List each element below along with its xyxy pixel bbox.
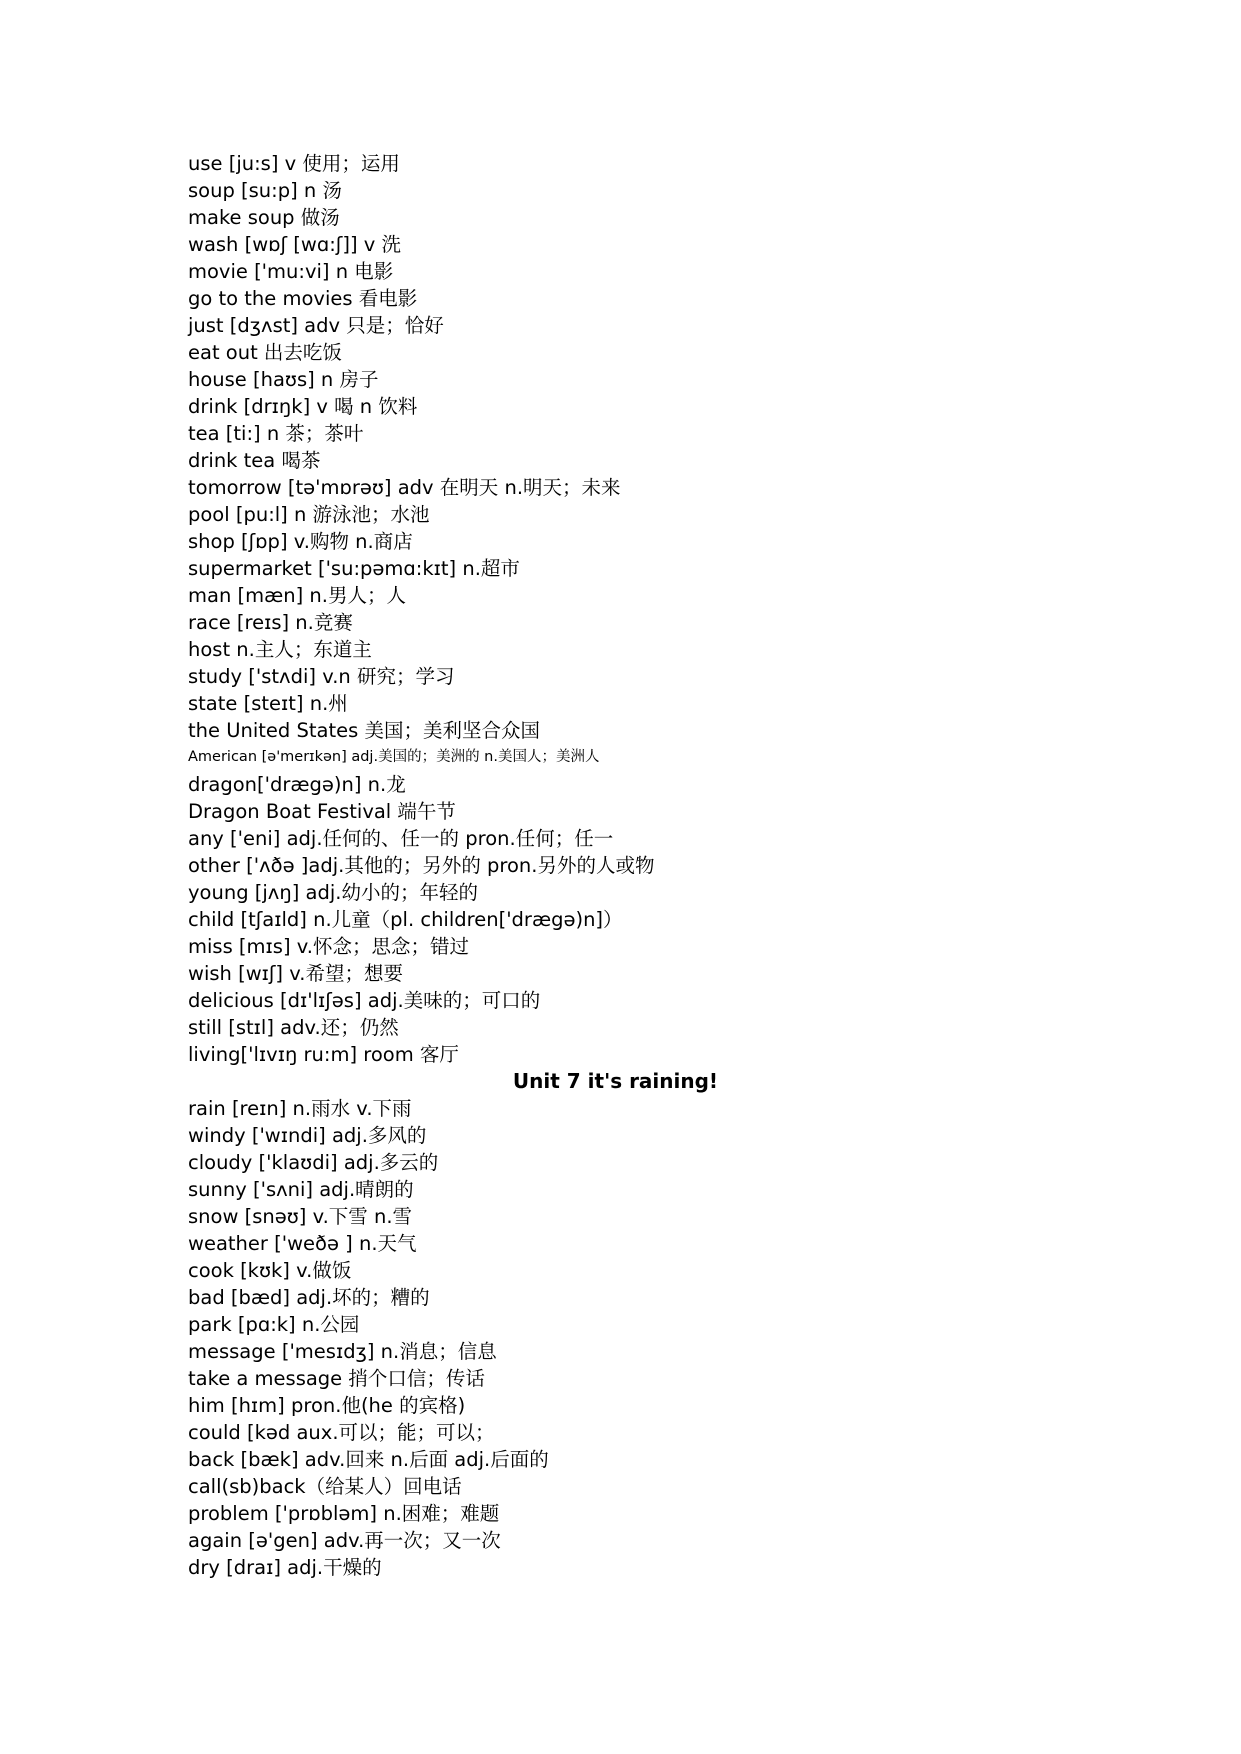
vocab-entry: go to the movies 看电影 [188, 287, 418, 310]
vocab-entry: shop [ʃɒp] v.购物 n.商店 [188, 530, 413, 553]
vocab-entry: message ['mesɪdʒ] n.消息；信息 [188, 1340, 497, 1363]
vocab-entry: could [kəd aux.可以；能；可以； [188, 1421, 495, 1444]
vocab-entry: rain [reɪn] n.雨水 v.下雨 [188, 1097, 412, 1120]
vocab-entry: child [tʃaɪld] n.儿童（pl. children['drægə)n]） [188, 908, 623, 931]
vocab-entry: race [reɪs] n.竞赛 [188, 611, 353, 634]
vocab-entry: tomorrow [tə'mɒrəʊ] adv 在明天 n.明天；未来 [188, 476, 621, 499]
vocab-entry: dry [draɪ] adj.干燥的 [188, 1556, 382, 1579]
vocab-entry: sunny ['sʌni] adj.晴朗的 [188, 1178, 414, 1201]
vocab-entry: living['lɪvɪŋ ru:m] room 客厅 [188, 1043, 459, 1066]
vocab-entry: bad [bæd] adj.坏的；糟的 [188, 1286, 430, 1309]
vocab-entry: man [mæn] n.男人；人 [188, 584, 406, 607]
vocab-entry: make soup 做汤 [188, 206, 340, 229]
vocab-entry: cloudy ['klaʊdi] adj.多云的 [188, 1151, 439, 1174]
vocab-entry: call(sb)back（给某人）回电话 [188, 1475, 462, 1498]
vocab-entry: state [steɪt] n.州 [188, 692, 348, 715]
vocab-entry: delicious [dɪ'lɪʃəs] adj.美味的；可口的 [188, 989, 541, 1012]
vocab-entry: problem ['prɒbləm] n.困难；难题 [188, 1502, 500, 1525]
vocab-entry-small: American [ə'merɪkən] adj.美国的；美洲的 n.美国人；美洲人 [188, 749, 600, 765]
vocab-entry: weather ['weðə ] n.天气 [188, 1232, 417, 1255]
vocab-entry: any ['eni] adj.任何的、任一的 pron.任何；任一 [188, 827, 614, 850]
vocab-entry: other ['ʌðə ]adj.其他的；另外的 pron.另外的人或物 [188, 854, 655, 877]
vocab-entry: again [ə'gen] adv.再一次；又一次 [188, 1529, 501, 1552]
vocab-entry: dragon['drægə)n] n.龙 [188, 773, 406, 796]
vocabulary-page [188, 150, 1088, 1581]
vocab-entry: movie ['mu:vi] n 电影 [188, 260, 394, 283]
vocab-entry: tea [ti:] n 茶；茶叶 [188, 422, 364, 445]
vocab-entry: eat out 出去吃饭 [188, 341, 342, 364]
vocab-entry: miss [mɪs] v.怀念；思念；错过 [188, 935, 469, 958]
vocab-entry: Dragon Boat Festival 端午节 [188, 800, 456, 823]
vocab-entry: host n.主人；东道主 [188, 638, 372, 661]
vocab-entry: cook [kʊk] v.做饭 [188, 1259, 352, 1282]
vocab-entry: drink [drɪŋk] v 喝 n 饮料 [188, 395, 418, 418]
vocab-entry: house [haʊs] n 房子 [188, 368, 379, 391]
vocab-entry: soup [su:p] n 汤 [188, 179, 342, 202]
vocab-entry: young [jʌŋ] adj.幼小的；年轻的 [188, 881, 478, 904]
vocab-entry: him [hɪm] pron.他(he 的宾格) [188, 1394, 466, 1417]
vocab-entry: take a message 捎个口信；传话 [188, 1367, 485, 1390]
vocab-entry: drink tea 喝茶 [188, 449, 321, 472]
vocab-entry: still [stɪl] adv.还；仍然 [188, 1016, 399, 1039]
vocab-entry: snow [snəʊ] v.下雪 n.雪 [188, 1205, 413, 1228]
vocab-entry: just [dʒʌst] adv 只是；恰好 [188, 314, 444, 337]
vocab-list-a [188, 150, 1088, 1068]
vocab-list-unit7 [188, 1095, 1088, 1581]
vocab-entry: wish [wɪʃ] v.希望；想要 [188, 962, 403, 985]
vocab-entry: the United States 美国；美利坚合众国 [188, 719, 540, 742]
vocab-entry: study ['stʌdi] v.n 研究；学习 [188, 665, 455, 688]
vocab-entry: back [bæk] adv.回来 n.后面 adj.后面的 [188, 1448, 549, 1471]
vocab-entry: supermarket ['su:pəmɑ:kɪt] n.超市 [188, 557, 520, 580]
vocab-entry: windy ['wɪndi] adj.多风的 [188, 1124, 427, 1147]
vocab-entry: wash [wɒʃ [wɑ:ʃ]] v 洗 [188, 233, 402, 256]
unit-heading: Unit 7 it's raining! [512, 1069, 719, 1093]
vocab-entry: use [ju:s] v 使用；运用 [188, 152, 400, 175]
vocab-entry: pool [pu:l] n 游泳池；水池 [188, 503, 430, 526]
vocab-entry: park [pɑ:k] n.公园 [188, 1313, 360, 1336]
